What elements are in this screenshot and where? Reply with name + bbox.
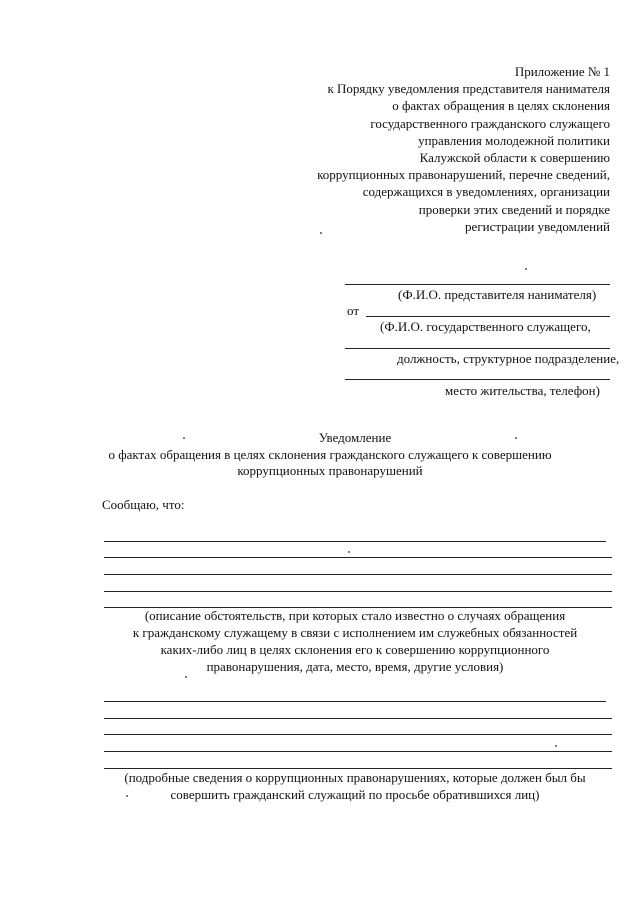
answer-line[interactable] xyxy=(104,574,612,575)
appendix-line: управления молодежной политики xyxy=(418,132,610,148)
appendix-line: проверки этих сведений и порядке xyxy=(418,201,610,217)
scan-speck xyxy=(183,437,185,439)
appendix-line: коррупционных правонарушений, перечне сведений, xyxy=(317,167,610,183)
answer-line[interactable] xyxy=(104,751,612,752)
appendix-line: о фактах обращения в целях склонения xyxy=(392,98,610,114)
caption-line: (описание обстоятельств, при которых стало известно о случаях обращения xyxy=(144,608,566,623)
employer-name-line[interactable] xyxy=(345,284,610,285)
addressee-block xyxy=(0,0,640,420)
caption-line: правонарушения, дата, место, время, другие условия) xyxy=(206,659,504,674)
scan-speck xyxy=(555,745,557,747)
appendix-line: к Порядку уведомления представителя нанимателя xyxy=(327,81,610,97)
answer-line[interactable] xyxy=(104,557,612,558)
appendix-line: Приложение № 1 xyxy=(514,64,610,79)
answer-line[interactable] xyxy=(104,541,606,542)
appendix-line: государственного гражданского служащего xyxy=(370,115,610,131)
scan-speck xyxy=(525,268,527,270)
caption-line: каких-либо лиц в целях склонения его к совершению коррупционного xyxy=(160,642,550,657)
appendix-line: содержащихся в уведомлениях, организации xyxy=(362,184,610,200)
answer-line[interactable] xyxy=(104,701,606,702)
answer-line[interactable] xyxy=(104,734,612,735)
scan-speck xyxy=(515,437,517,439)
servant-name-line[interactable] xyxy=(366,316,610,317)
scan-speck xyxy=(185,676,187,678)
notice-subtitle-line: о фактах обращения в целях склонения гражданского служащего к совершению xyxy=(108,446,552,462)
scan-speck xyxy=(320,232,322,234)
answer-line[interactable] xyxy=(104,591,612,592)
caption-line: совершить гражданский служащий по просьбе обратившихся лиц) xyxy=(170,787,540,802)
position-line[interactable] xyxy=(345,348,610,349)
servant-name-caption: (Ф.И.О. государственного служащего, xyxy=(380,319,591,334)
circumstances-caption xyxy=(96,607,614,675)
answer-line[interactable] xyxy=(104,718,612,719)
scan-speck xyxy=(126,795,128,797)
notice-title: Уведомление xyxy=(318,430,392,445)
offenses-caption xyxy=(96,769,614,803)
from-label: от xyxy=(347,303,360,318)
notice-title-block xyxy=(70,430,590,480)
caption-line: (подробные сведения о коррупционных правонарушениях, которые должен был бы xyxy=(124,770,586,785)
position-caption: должность, структурное подразделение, xyxy=(397,351,620,366)
notice-subtitle-line: коррупционных правонарушений xyxy=(237,463,423,478)
employer-name-caption: (Ф.И.О. представителя нанимателя) xyxy=(398,287,597,302)
appendix-line: регистрации уведомлений xyxy=(465,218,610,234)
caption-line: к гражданскому служащему в связи с исполнением им служебных обязанностей xyxy=(132,625,578,640)
residence-caption: место жительства, телефон) xyxy=(445,383,600,398)
report-intro: Сообщаю, что: xyxy=(102,497,185,512)
residence-line[interactable] xyxy=(345,379,610,380)
scan-speck xyxy=(348,551,350,553)
appendix-line: Калужской области к совершению xyxy=(419,150,610,166)
